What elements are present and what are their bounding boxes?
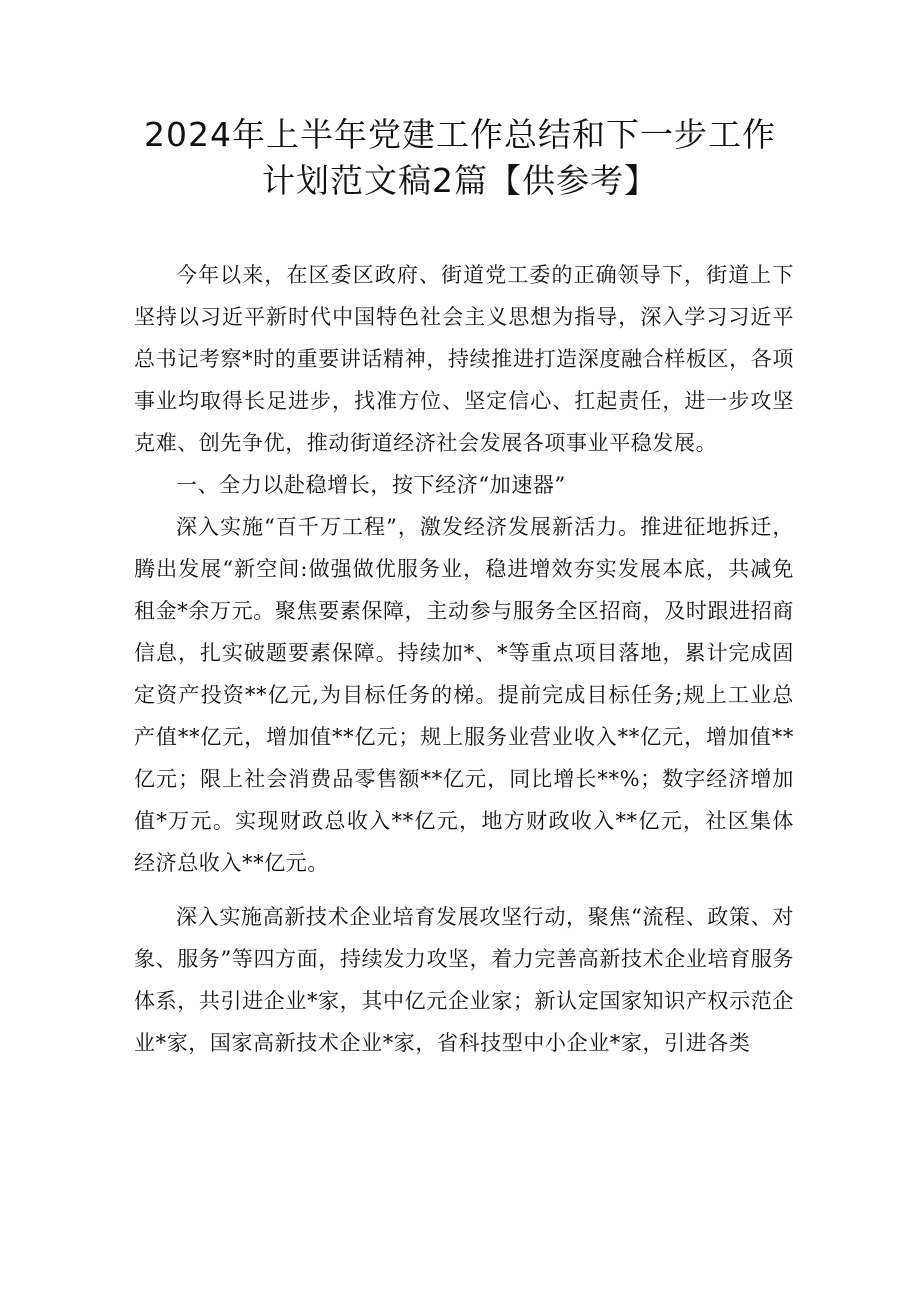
paragraph-economy: 深入实施“百千万工程”，激发经济发展新活力。推进征地拆迁，腾出发展“新空间:做强做优服务业，稳进增效夯实发展本底，共减免租金*余万元。聚焦要素保障，主动参与服务全区招商，及时跟进招商信息，扎实破题要素保障。持续加*、*等重点项目落地，累计完成固定资产投资**亿元,为目标任务的梯。提前完成目标任务;规上工业总产值**亿元，增加值**亿元；规上服务业营业收入**亿元，增加值**亿元；限上社会消费品零售额**亿元，同比增长**%；数字经济增加值*万元。实现财政总收入**亿元，地方财政收入**亿元，社区集体经济总收入**亿元。: [134, 515, 794, 875]
paragraph-hightech: 深入实施高新技术企业培育发展攻坚行动，聚焦“流程、政策、对象、服务”等四方面，持续发力攻坚，着力完善高新技术企业培育服务体系，共引进企业*家，其中亿元企业家；新认定国家知识产权示范企业*家，国家高新技术企业*家，省科技型中小企业*家，引进各类: [134, 905, 794, 1055]
document-title: [120, 112, 800, 204]
section-heading-1: 一、全力以赴稳增长，按下经济“加速器”: [176, 473, 566, 497]
paragraph-intro: 今年以来，在区委区政府、街道党工委的正确领导下，街道上下坚持以习近平新时代中国特色社会主义思想为指导，深入学习习近平总书记考察*时的重要讲话精神，持续推进打造深度融合样板区，各项事业均取得长足进步，找准方位、坚定信心、扛起责任，进一步攻坚克难、创先争优，推动街道经济社会发展各项事业平稳发展。: [134, 263, 794, 455]
title-line-1: 2024年上半年党建工作总结和下一步工作: [144, 115, 776, 154]
document-body: [134, 254, 794, 1064]
title-line-2: 计划范文稿2篇【供参考】: [262, 161, 658, 200]
